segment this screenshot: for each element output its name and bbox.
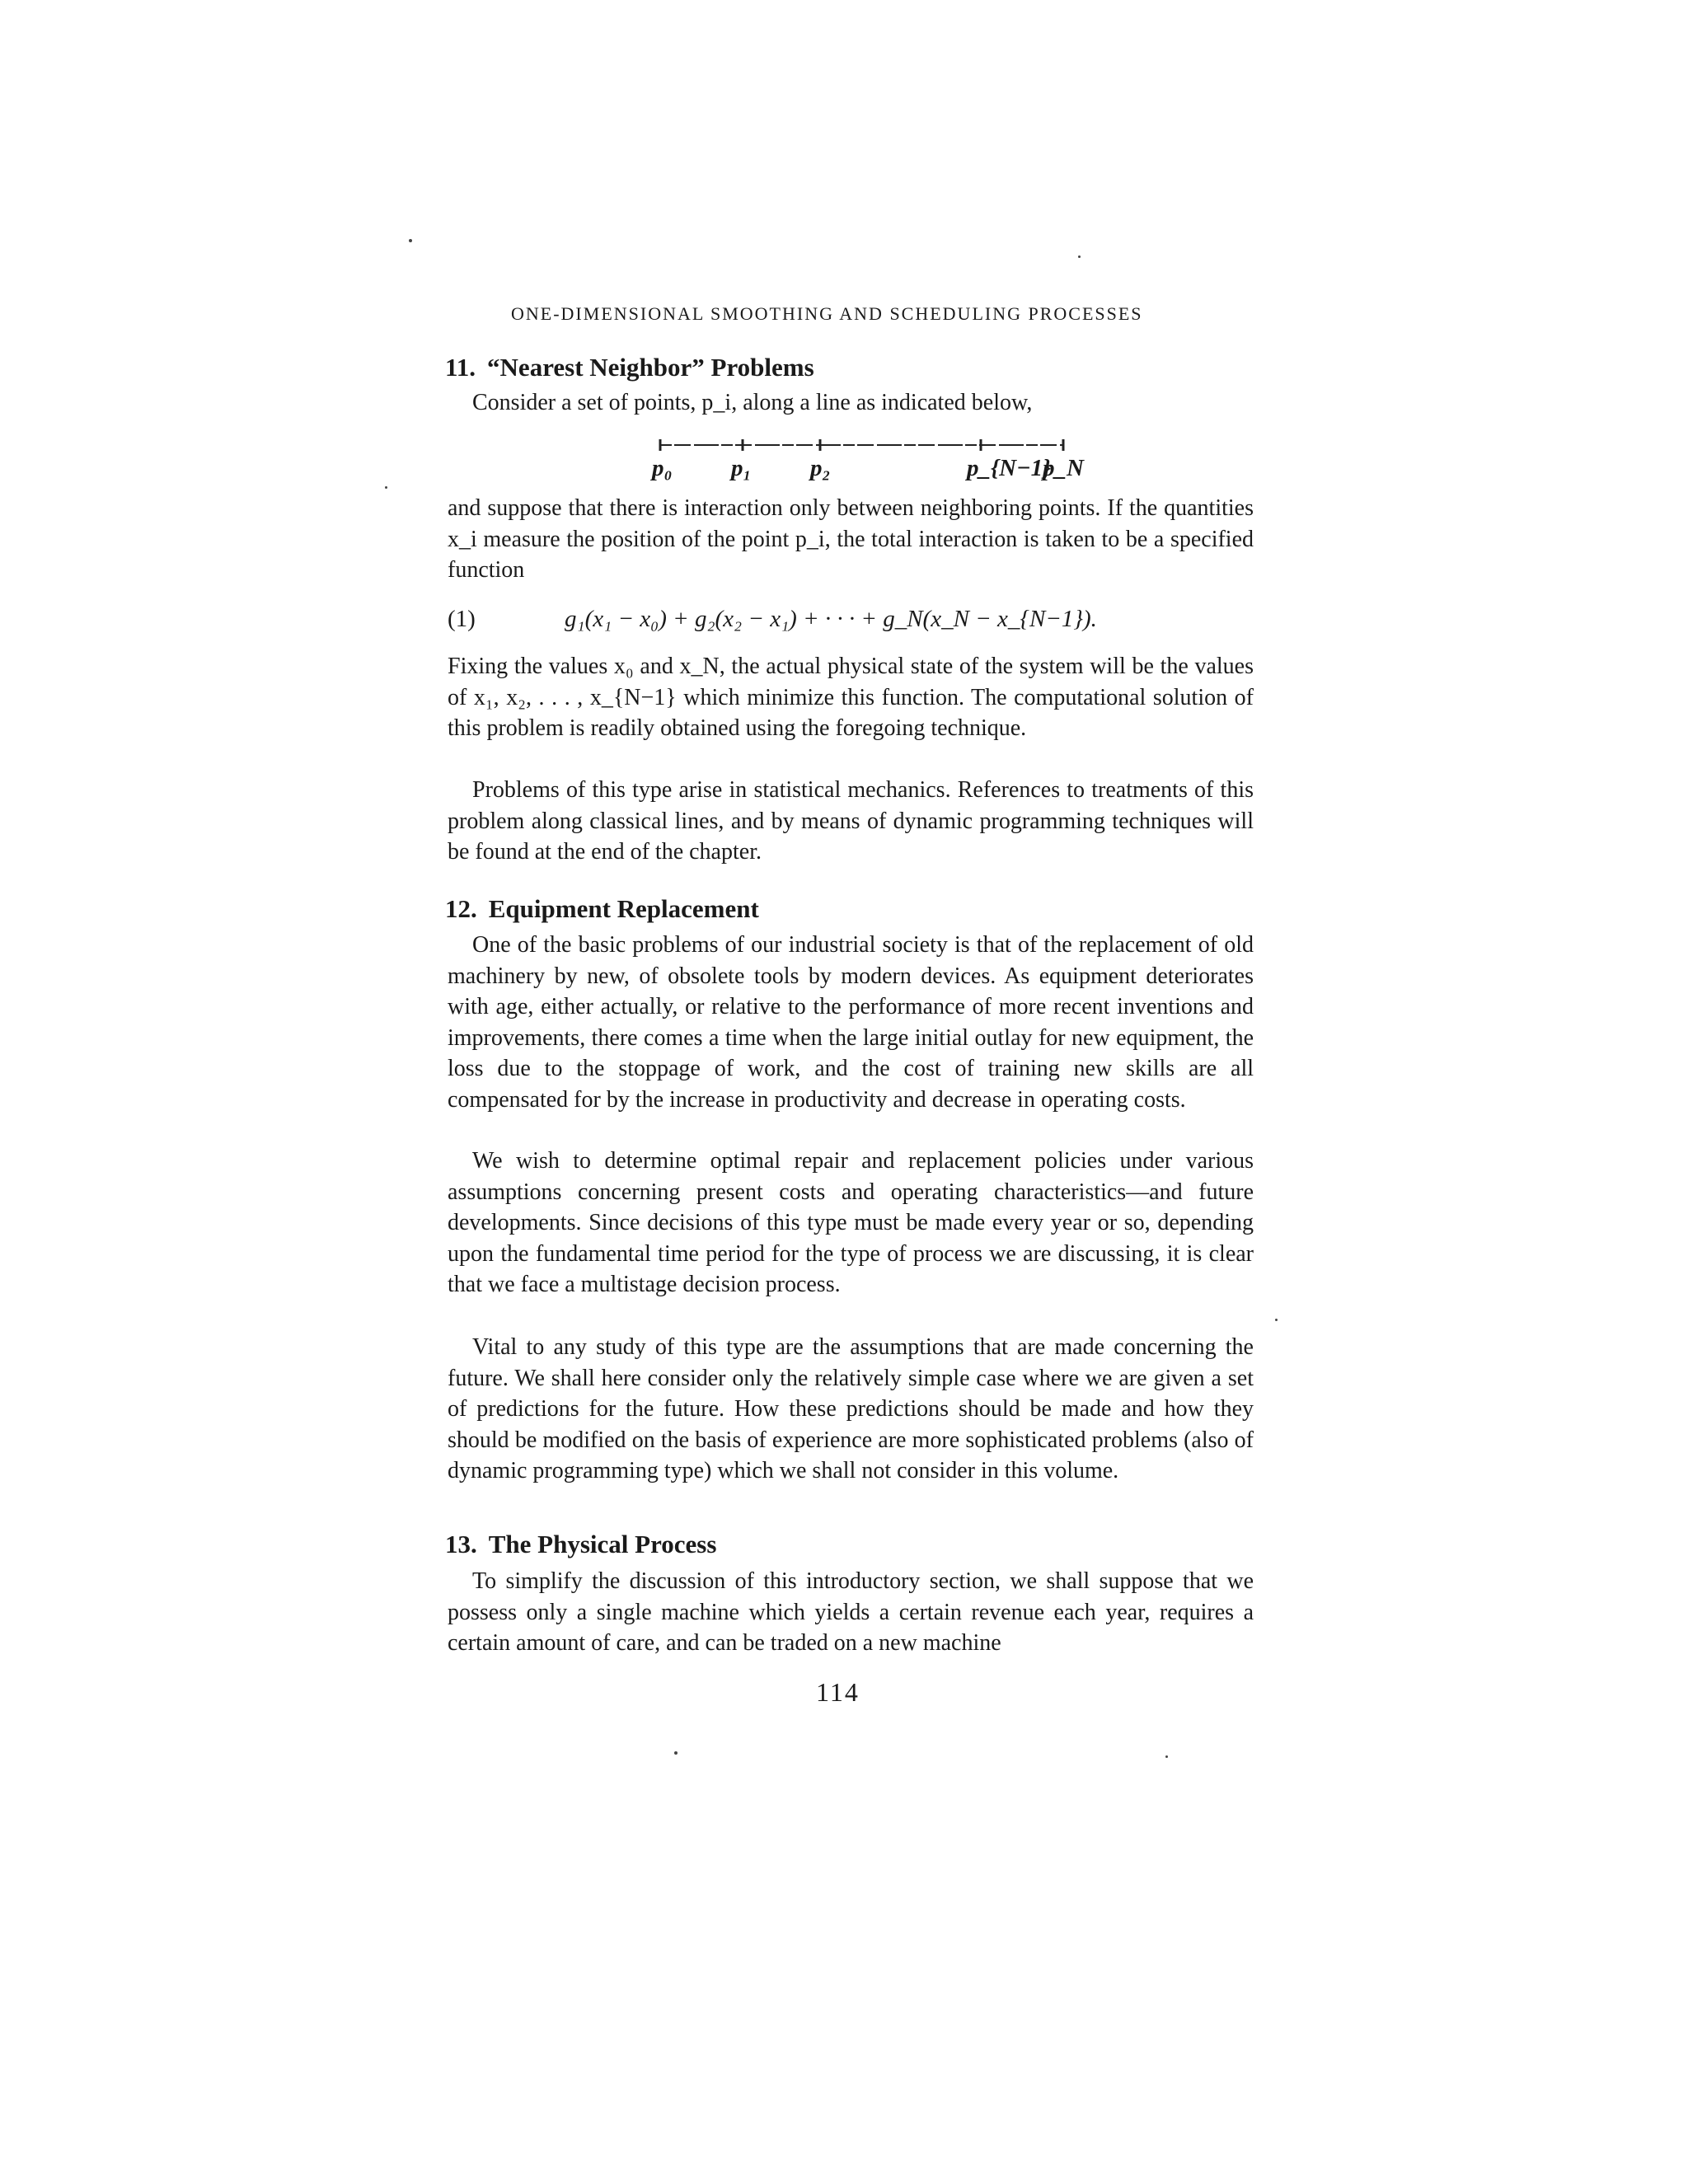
section-number: 12. (445, 894, 477, 923)
point-label-p0: p₀ (652, 455, 673, 481)
point-label-p1: p₁ (731, 455, 752, 481)
equation-1 (448, 606, 1254, 639)
scan-speck (1275, 1319, 1278, 1321)
points-on-line-diagram (652, 437, 1084, 494)
scan-speck (409, 239, 412, 242)
point-label-pN-1: p_{N−1} (967, 455, 1052, 481)
equation-body: g₁(x₁ − x₀) + g₂(x₂ − x₁) + · · · + g_N(x_N − x_{N−1}). (565, 606, 1097, 632)
point-label-pN: p_N (1043, 455, 1084, 481)
section-11-interaction-text: and suppose that there is interaction only between neighboring points. If the quantities x_i measure the position of the point p_i, the total interaction is taken to be a specified function (448, 495, 1254, 583)
section-11-fixing-paragraph: Fixing the values x₀ and x_N, the actual physical state of the system will be the values of x₁, x₂, . . . , x_{N−1} which minimize this function. The computational solution of this problem is readily obtained using the foregoing technique. (448, 654, 1254, 741)
section-title: Equipment Replacement (488, 894, 759, 923)
scan-speck (1078, 255, 1081, 258)
section-13-paragraph-1: To simplify the discussion of this introductory section, we shall suppose that we possess only a single machine which yields a certain revenue each year, requires a certain amount of care, and can be traded on a new machine (448, 1568, 1254, 1656)
section-number: 11. (445, 353, 476, 382)
section-13-heading (445, 1530, 716, 1559)
section-11-intro: Consider a set of points, p_i, along a line as indicated below, (472, 390, 1033, 415)
scan-speck (385, 486, 387, 489)
section-12-paragraph-3: Vital to any study of this type are the assumptions that are made concerning the future. We shall here consider only the relatively simple case where we are given a set of predictions for the future. How these predictions should be made and how they should be modified on the basis of experience are more sophisticated problems (also of dynamic programming type) which we shall not consider in this volume. (448, 1334, 1254, 1483)
section-title: “Nearest Neighbor” Problems (487, 353, 814, 382)
section-11-heading (445, 353, 814, 382)
running-head: ONE-DIMENSIONAL SMOOTHING AND SCHEDULING PROCESSES (511, 303, 1143, 324)
section-12-paragraph-2: We wish to determine optimal repair and replacement policies under various assumptions concerning present costs and operating characteristics—and future developments. Since decisions of this type must be made every year or so, depending upon the fundamental time period for the type of process we are discussing, it is clear that we face a multistage decision process. (448, 1148, 1254, 1297)
point-label-p2: p₂ (810, 455, 831, 481)
page-number: 114 (816, 1677, 860, 1707)
equation-number: (1) (448, 606, 476, 632)
section-11-references-paragraph: Problems of this type arise in statistical mechanics. References to treatments of this problem along classical lines, and by means of dynamic programming techniques will be found at the end of the chapter. (448, 777, 1254, 865)
section-number: 13. (445, 1530, 477, 1558)
section-12-paragraph-1: One of the basic problems of our industrial society is that of the replacement of old machinery by new, of obsolete tools by modern devices. As equipment deteriorates with age, either actually, or relative to the performance of more recent inventions and improvements, there comes a time when the large initial outlay for new equipment, the loss due to the stoppage of work, and the cost of training new skills are all compensated for by the increase in productivity and decrease in operating costs. (448, 932, 1254, 1113)
scan-speck (1165, 1755, 1168, 1758)
section-title: The Physical Process (488, 1530, 717, 1558)
scan-speck (674, 1751, 678, 1755)
section-12-heading (445, 894, 759, 924)
